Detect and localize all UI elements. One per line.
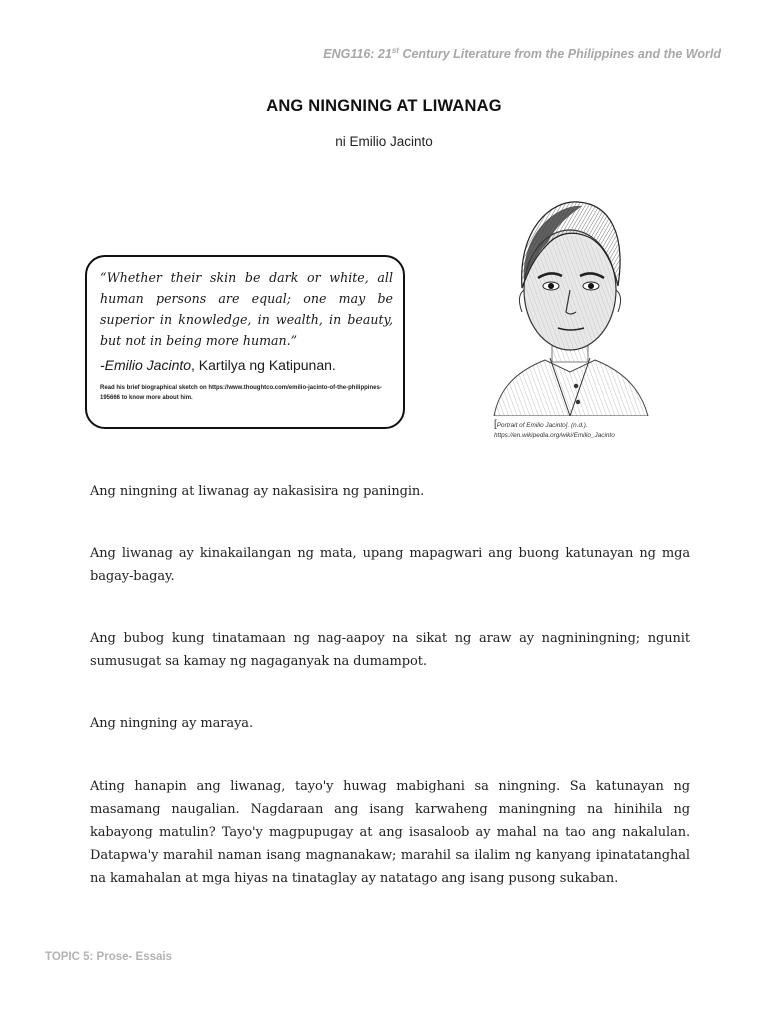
- caption-title: Portrait of Emilio Jacinto]. (n.d.).: [496, 422, 588, 429]
- quote-text: “Whether their skin be dark or white, all human persons are equal; one may be superior in knowledge, in wealth, in beauty, but not in being more human.”: [100, 270, 393, 348]
- course-header-superscript: st: [391, 46, 399, 55]
- portrait-image: [490, 190, 650, 416]
- essay-title: ANG NINGNING AT LIWANAG: [266, 97, 502, 115]
- paragraph: Ang bubog kung tinatamaan ng nag-aapoy na sikat ng araw ay nagniningning; ngunit sumusugat sa kamay ng nagaganyak na dumampot.: [90, 631, 690, 669]
- paragraph: Ating hanapin ang liwanag, tayo'y huwag mabighani sa ningning. Sa katunayan ng masamang naugalian. Nagdaraan ang isang karwaheng maningning na hinihila ng kabayong matulin? Tayo'y magpupugay at ang isasaloob ay mahal na tao ang nakalulan. Datapwa'y marahil naman isang magnanakaw; marahil sa ilalim ng kanyang ipinatatanghal na kamahalan at mga hiyas na tinataglay ay natatago ang isang pusong sukaban.: [90, 779, 690, 886]
- paragraph: Ang ningning at liwanag ay nakasisira ng paningin.: [90, 484, 425, 499]
- course-header: [323, 46, 721, 61]
- paragraph: Ang liwanag ay kinakailangan ng mata, upang mapagwari ang buong katunayan ng mga bagay-bagay.: [90, 546, 690, 584]
- portrait-caption: [494, 420, 664, 441]
- quote-attribution: [100, 357, 393, 373]
- quote-box: [85, 255, 405, 429]
- quote-source: , Kartilya ng Katipunan.: [191, 357, 336, 373]
- quote-reference-note: Read his brief biographical sketch on https://www.thoughtco.com/emilio-jacinto-of-the-philippines-195666 to know more about him.: [100, 385, 382, 401]
- quote-author: -Emilio Jacinto: [100, 357, 192, 373]
- caption-bracket: [: [494, 419, 497, 430]
- paragraph: Ang ningning ay maraya.: [90, 716, 253, 731]
- course-header-prefix: ENG116: 21: [323, 47, 392, 62]
- essay-byline: ni Emilio Jacinto: [335, 134, 433, 149]
- caption-url: https://en.wikipedia.org/wiki/Emilio_Jacinto: [494, 432, 615, 439]
- topic-footer: TOPIC 5: Prose- Essais: [45, 951, 172, 963]
- course-header-suffix: Century Literature from the Philippines and the World: [398, 47, 721, 62]
